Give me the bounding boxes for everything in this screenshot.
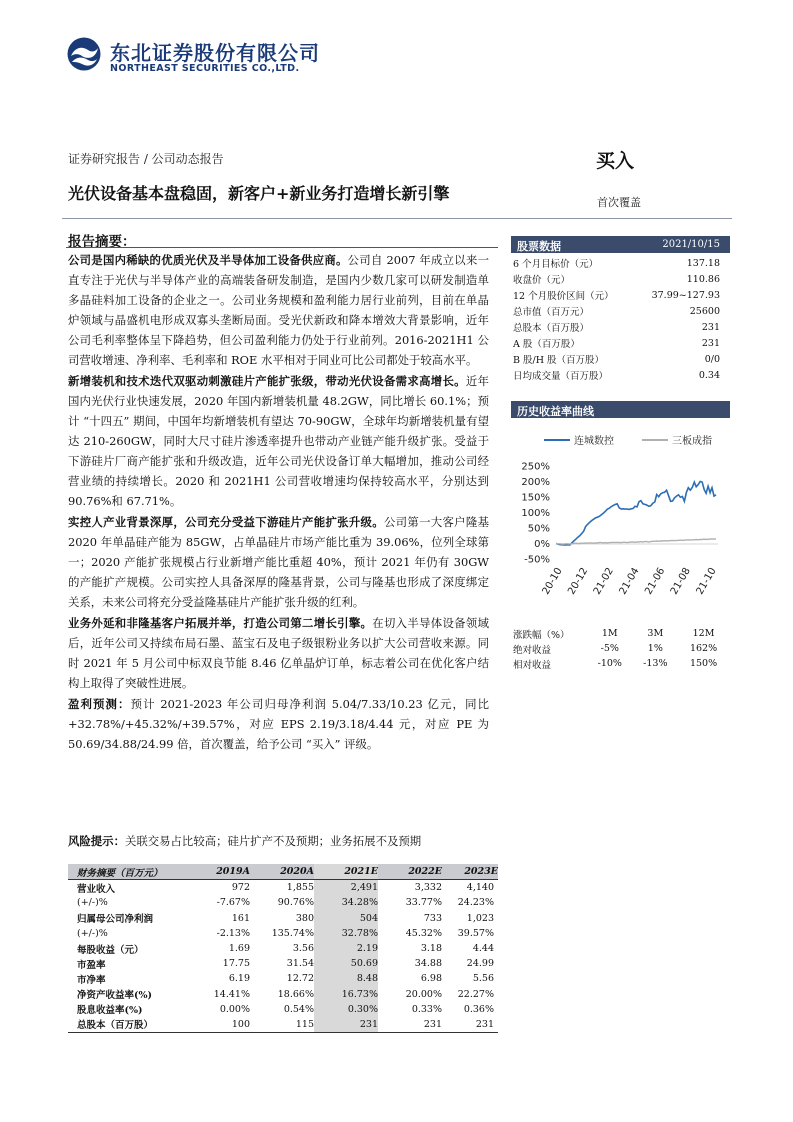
company-logo-icon	[66, 36, 102, 72]
abstract-heading: 报告摘要：	[68, 234, 136, 250]
financial-label: 每股收益（元）	[77, 944, 144, 956]
financial-value: 39.57%	[457, 927, 494, 939]
market-data-row	[513, 319, 720, 335]
financial-value: -2.13%	[216, 927, 250, 939]
market-data-value: 110.86	[686, 273, 720, 285]
x-tick-label: 21-04	[617, 566, 642, 597]
market-data-row	[513, 287, 720, 303]
financial-value: 3.18	[420, 943, 442, 955]
performance-col-header: 12M	[692, 628, 715, 639]
financial-value: 33.77%	[405, 897, 442, 909]
paragraph-lead: 新增装机和技术迭代双驱动刺激硅片产能扩张级，带动光伏设备需求高增长。	[68, 374, 466, 388]
y-tick-label: 200%	[521, 477, 550, 488]
market-data-value: 137.18	[686, 257, 720, 269]
financial-value: 90.76%	[277, 897, 314, 909]
financial-row	[68, 987, 498, 1002]
financial-col-header: 2023E	[442, 864, 498, 880]
financial-value: 135.74%	[271, 927, 314, 939]
financial-row	[68, 941, 498, 956]
market-data-value: 231	[701, 321, 720, 333]
performance-row	[513, 656, 729, 671]
financial-value: 0.36%	[463, 1003, 494, 1015]
legend-label-series-2: 三板成指	[672, 436, 712, 447]
financial-value: 1.69	[228, 943, 250, 955]
market-data-row	[513, 271, 720, 287]
financial-value: 733	[423, 912, 442, 924]
financial-value: 231	[442, 1017, 498, 1033]
x-tick-label: 21-02	[591, 566, 616, 597]
market-data-label: 12 个月股价区间（元）	[513, 291, 614, 302]
paragraph-text: 近年国内光伏行业快速发展，2020 年国内新增装机量 48.2GW，同比增长 60.1%；预计 “十四五” 期间，中国年均新增装机有望达 70-90GW，全球年均新增装机量有望达 210-260GW，同时大尺寸硅片渗透率提升也带动产业链产能升级扩张。受益于下游硅片厂商产能扩张和升级改造，近年公司光伏设备订单大幅增加，推动公司经营业绩的持续增长。2020 和 2021H1 公司营收增速均保持较高水平，分别达到 90.76%和 67.71%。	[68, 374, 489, 508]
financial-value: 17.75	[222, 958, 250, 970]
market-data-label: 收盘价（元）	[513, 275, 571, 286]
financial-label: 归属母公司净利润	[77, 914, 154, 926]
rating-note: 首次覆盖	[597, 196, 641, 209]
market-data-row	[513, 335, 720, 351]
performance-label: 绝对收益	[513, 644, 552, 656]
financial-row	[68, 911, 498, 926]
financial-value: 0.54%	[283, 1003, 314, 1015]
abstract-paragraph	[68, 512, 489, 612]
financial-value: 16.73%	[314, 987, 378, 1002]
financial-label: 总股本（百万股）	[68, 1017, 186, 1033]
financial-col-header: 2022E	[378, 864, 442, 880]
abstract-body	[68, 250, 489, 755]
market-data-header	[511, 236, 730, 253]
market-data-row	[513, 303, 720, 319]
financial-col-header: 财务摘要（百万元）	[68, 864, 186, 880]
paragraph-text: 公司第一大客户隆基 2020 年单晶硅产能为 85GW，占单晶硅片市场产能比重为 39.06%，位列全球第一；2020 产能扩张规模占行业新增产能比重超 40%，预计 2021 年仍有 30GW 的产能扩产规模。公司实控人具备深厚的隆基背景，公司与隆基也形成了深度绑定关系，未来公司将充分受益隆基硅片产能扩张升级的红利。	[68, 515, 489, 609]
performance-value: 162%	[689, 643, 718, 654]
financial-value: 22.27%	[457, 988, 494, 1000]
performance-value: 1%	[647, 643, 663, 654]
financial-value: 115	[250, 1017, 314, 1033]
market-data-row	[513, 351, 720, 367]
financial-value: 34.88	[414, 958, 442, 970]
financial-label: 营业收入	[77, 883, 116, 895]
x-tick-label: 20-12	[566, 566, 591, 597]
market-data-value: 25600	[689, 305, 720, 317]
series-line-sanbanchengzhi	[556, 539, 716, 544]
history-chart-title: 历史收益率曲线	[517, 405, 594, 418]
financial-value: 100	[186, 1017, 250, 1033]
y-tick-label: 50%	[527, 523, 550, 535]
market-data-label: A 股（百万股）	[513, 339, 580, 350]
financial-col-header: 2019A	[186, 864, 250, 880]
market-data-value: 0.34	[698, 369, 720, 381]
breadcrumb: 证券研究报告 / 公司动态报告	[68, 152, 224, 166]
company-name-en: NORTHEAST SECURITIES CO.,LTD.	[110, 63, 300, 74]
x-tick-label: 20-10	[540, 566, 565, 597]
performance-value: -13%	[643, 658, 668, 669]
market-data-label: B 股/H 股（百万股）	[513, 355, 605, 366]
financial-row	[68, 1002, 498, 1017]
divider	[66, 247, 498, 248]
performance-value: -5%	[600, 643, 619, 654]
financial-row	[68, 880, 498, 896]
financial-value: 50.69	[314, 956, 378, 971]
risk-text: 关联交易占比较高；硅片扩产不及预期；业务拓展不及预期	[124, 834, 422, 848]
financial-label: 股息收益率(%)	[77, 1005, 143, 1017]
market-data-date: 2021/10/15	[662, 239, 720, 250]
paragraph-text: 公司自 2007 年成立以来一直专注于光伏与半导体产业的高端装备研发制造，是国内少数几家可以研发制造单多晶硅料加工设备的企业之一。公司业务规模和盈利能力居行业前列，目前在单晶炉领域与晶盛机电形成双寡头垄断局面。受光伏新政和降本增效大背景影响，近年公司毛利率整体呈下降趋势，但公司盈利能力仍处于行业前列。2016-2021H1 公司营收增速、净利率、毛利率和 ROE 水平相对于同业可比公司都处于较高水平。	[68, 253, 489, 367]
financial-value: 32.78%	[314, 926, 378, 941]
paragraph-lead: 业务外延和非隆基客户拓展并举，打造公司第二增长引擎。	[68, 616, 373, 630]
abstract-paragraph	[68, 371, 489, 511]
financial-value: 18.66%	[277, 988, 314, 1000]
abstract-paragraph	[68, 613, 489, 693]
financial-value: 1,855	[286, 882, 314, 894]
market-data-title: 股票数据	[517, 240, 561, 253]
market-data-label: 6 个月目标价（元）	[513, 259, 599, 270]
financial-value: 1,023	[466, 912, 494, 924]
financial-value: 14.41%	[213, 988, 250, 1000]
company-name-cn: 东北证券股份有限公司	[110, 41, 320, 65]
financial-summary-table	[68, 864, 498, 1033]
risk-lead: 风险提示：	[68, 834, 125, 848]
financial-label: 市净率	[77, 974, 106, 986]
report-title: 光伏设备基本盘稳固，新客户+新业务打造增长新引擎	[68, 184, 450, 203]
financial-value: 0.30%	[314, 1002, 378, 1017]
financial-row	[68, 895, 498, 910]
performance-table	[513, 626, 729, 671]
legend-label-series-1: 连城数控	[574, 436, 614, 447]
x-tick-label: 21-08	[668, 566, 693, 597]
financial-value: 161	[231, 912, 250, 924]
market-data-table	[513, 255, 720, 383]
financial-value: 31.54	[286, 958, 314, 970]
y-tick-label: 100%	[521, 508, 550, 519]
financial-header-row	[68, 864, 498, 880]
paragraph-lead: 盈利预测：	[68, 697, 131, 711]
financial-value: 34.28%	[314, 895, 378, 910]
y-tick-label: -50%	[524, 554, 550, 566]
x-tick-label: 21-06	[643, 566, 668, 597]
financial-label: 净资产收益率(%)	[77, 990, 153, 1002]
market-data-value: 0/0	[704, 353, 720, 365]
financial-value: 3.56	[292, 943, 314, 955]
financial-value: 0.33%	[411, 1003, 442, 1015]
financial-value: 231	[378, 1017, 442, 1033]
paragraph-text: 在切入半导体设备领域后，近年公司又持续布局石墨、蓝宝石及电子级银粉业务以扩大公司营收来源。同时 2021 年 5 月公司中标双良节能 8.46 亿单晶炉订单，标志着公司在优化客户结构上取得了突破性进展。	[68, 616, 489, 690]
market-data-value: 37.99~127.93	[651, 289, 720, 301]
financial-value: 972	[231, 882, 250, 894]
market-data-label: 总股本（百万股）	[513, 323, 590, 334]
performance-col-header: 1M	[601, 628, 618, 639]
financial-value: 504	[314, 911, 378, 926]
performance-col-header: 涨跌幅（%）	[513, 629, 570, 641]
financial-value: 12.72	[286, 973, 314, 985]
y-tick-label: 250%	[521, 461, 550, 473]
risk-warning	[68, 833, 498, 849]
market-data-label: 总市值（百万元）	[513, 307, 590, 318]
performance-label: 相对收益	[513, 659, 552, 671]
financial-value: 3,332	[414, 882, 442, 894]
financial-value: 2,491	[314, 880, 378, 896]
financial-label: (+/-)%	[77, 927, 108, 939]
financial-col-header: 2020A	[250, 864, 314, 880]
paragraph-lead: 实控人产业背景深厚，公司充分受益下游硅片产能扩张升级。	[68, 515, 384, 529]
financial-label: 市盈率	[77, 959, 106, 971]
performance-row	[513, 641, 729, 656]
performance-header-row	[513, 626, 729, 641]
financial-label: (+/-)%	[77, 897, 108, 909]
financial-value: 24.99	[466, 958, 494, 970]
return-chart	[508, 424, 732, 614]
history-chart-header	[511, 401, 730, 418]
financial-value: 24.23%	[457, 897, 494, 909]
performance-value: -10%	[597, 658, 622, 669]
financial-value: 231	[314, 1017, 378, 1033]
financial-value: 45.32%	[405, 927, 442, 939]
abstract-paragraph	[68, 694, 489, 754]
financial-value: 6.19	[228, 973, 250, 985]
paragraph-text: 预计 2021-2023 年公司归母净利润 5.04/7.33/10.23 亿元，同比+32.78%/+45.32%/+39.57%，对应 EPS 2.19/3.18/4.44 元，对应 PE 为 50.69/34.88/24.99 倍，首次覆盖，给予公司 “买入” 评级。	[68, 697, 489, 751]
series-line-lianchengshukong	[556, 482, 716, 546]
divider	[62, 218, 732, 219]
performance-col-header: 3M	[647, 628, 664, 639]
financial-value: 0.00%	[219, 1003, 250, 1015]
financial-row	[68, 926, 498, 941]
financial-value: 6.98	[420, 973, 442, 985]
financial-row	[68, 1017, 498, 1033]
market-data-label: 日均成交量（百万股）	[513, 371, 609, 382]
financial-row	[68, 956, 498, 971]
financial-value: 8.48	[314, 971, 378, 986]
rating: 买入	[596, 150, 635, 172]
financial-value: 2.19	[314, 941, 378, 956]
financial-value: 5.56	[472, 973, 494, 985]
market-data-row	[513, 255, 720, 271]
financial-value: 4.44	[472, 943, 494, 955]
y-tick-label: 0%	[534, 539, 550, 550]
market-data-value: 231	[701, 337, 720, 349]
financial-value: 380	[295, 912, 314, 924]
market-data-row	[513, 367, 720, 383]
financial-value: 20.00%	[405, 988, 442, 1000]
x-tick-label: 21-10	[694, 566, 719, 597]
paragraph-lead: 公司是国内稀缺的优质光伏及半导体加工设备供应商。	[68, 253, 348, 267]
abstract-paragraph	[68, 250, 489, 370]
y-tick-label: 150%	[521, 492, 550, 504]
financial-value: -7.67%	[216, 897, 250, 909]
financial-row	[68, 971, 498, 986]
financial-col-header: 2021E	[314, 864, 378, 880]
financial-value: 4,140	[466, 882, 494, 894]
performance-value: 150%	[689, 658, 718, 669]
